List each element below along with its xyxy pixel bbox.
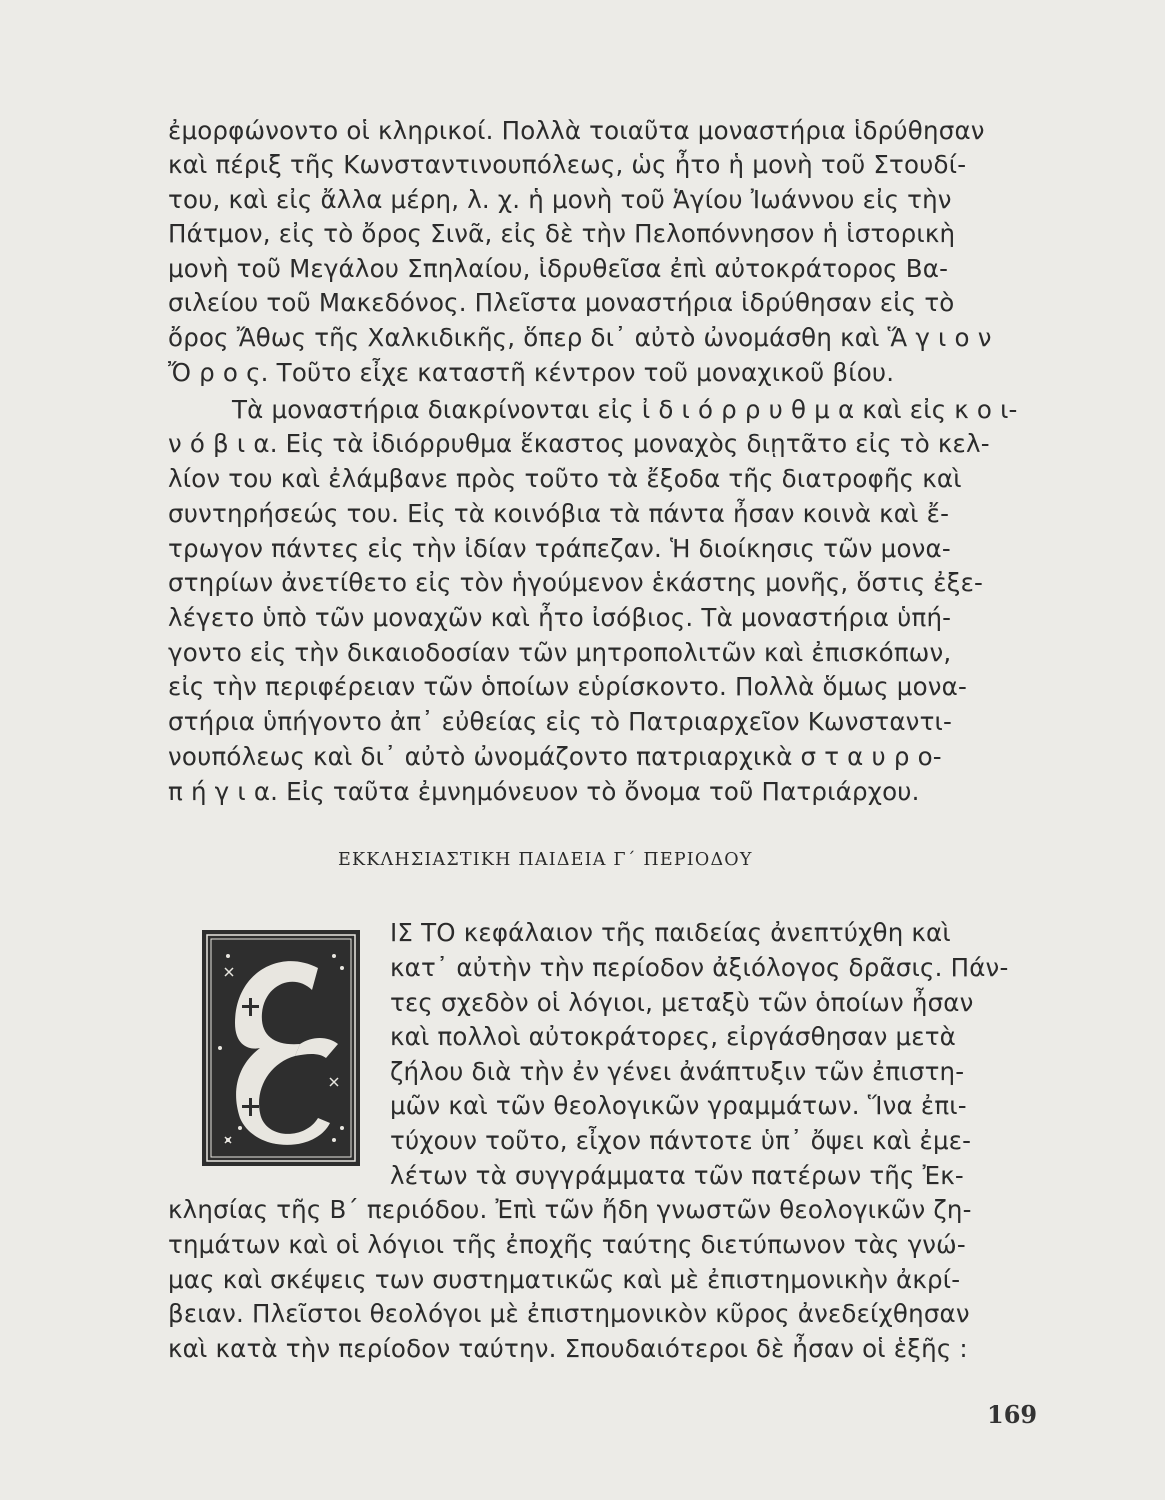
text-line: ν ό β ι α. Εἰς τὰ ἰδιόρρυθμα ἕκαστος μοναχὸς διῃτᾶτο εἰς τὸ κελ- — [168, 429, 990, 458]
text-line: καὶ κατὰ τὴν περίοδον ταύτην. Σπουδαιότεροι δὲ ἦσαν οἱ ἑξῆς : — [168, 1334, 968, 1363]
page-number: 169 — [987, 1400, 1038, 1429]
text-line: λέγετο ὑπὸ τῶν μοναχῶν καὶ ἦτο ἰσόβιος. Τὰ μοναστήρια ὑπή- — [168, 603, 952, 632]
text-line: Πάτμον, εἰς τὸ ὄρος Σινᾶ, εἰς δὲ τὴν Πελοπόννησον ἡ ἱστορικὴ — [168, 219, 956, 248]
text-line: στηρίων ἀνετίθετο εἰς τὸν ἡγούμενον ἑκάστης μονῆς, ὅστις ἐξε- — [168, 568, 984, 597]
text-line: βειαν. Πλεῖστοι θεολόγοι μὲ ἐπιστημονικὸν κῦρος ἀνεδείχθησαν — [168, 1299, 970, 1328]
text-line: μονὴ τοῦ Μεγάλου Σπηλαίου, ἱδρυθεῖσα ἐπὶ αὐτοκράτορος Βα- — [168, 254, 949, 283]
text-line: ἐμορφώνοντο οἱ κληρικοί. Πολλὰ τοιαῦτα μοναστήρια ἱδρύθησαν — [168, 116, 985, 145]
text-line: καὶ πέριξ τῆς Κωνσταντινουπόλεως, ὡς ἦτο ἡ μονὴ τοῦ Στουδί- — [168, 150, 967, 179]
text-line: καὶ πολλοὶ αὐτοκράτορες, εἰργάσθησαν μετὰ — [390, 1022, 957, 1051]
text-line: κατ᾽ αὐτὴν τὴν περίοδον ἀξιόλογος δρᾶσις. Πάν- — [390, 953, 1009, 982]
text-line: ὄρος Ἄθως τῆς Χαλκιδικῆς, ὅπερ δι᾽ αὐτὸ ὠνομάσθη καὶ Ἅ γ ι ο ν — [168, 323, 992, 352]
text-line: νουπόλεως καὶ δι᾽ αὐτὸ ὠνομάζοντο πατριαρχικὰ σ τ α υ ρ ο- — [168, 742, 942, 771]
text-line: μας καὶ σκέψεις των συστηματικῶς καὶ μὲ ἐπιστημονικὴν ἀκρί- — [168, 1265, 961, 1294]
text-line: τες σχεδὸν οἱ λόγιοι, μεταξὺ τῶν ὁποίων ἦσαν — [390, 988, 974, 1017]
text-line: σιλείου τοῦ Μακεδόνος. Πλεῖστα μοναστήρια ἱδρύθησαν εἰς τὸ — [168, 288, 955, 317]
text-line: κλησίας τῆς Β΄ περιόδου. Ἐπὶ τῶν ἤδη γνωστῶν θεολογικῶν ζη- — [168, 1195, 972, 1224]
section-heading: ΕΚΚΛΗΣΙΑΣΤΙΚΗ ΠΑΙΔΕΙΑ Γ΄ ΠΕΡΙΟΔΟΥ — [338, 850, 753, 870]
text-line: λίον του καὶ ἐλάμβανε πρὸς τοῦτο τὰ ἔξοδα τῆς διατροφῆς καὶ — [168, 464, 962, 493]
text-line: τύχουν τοῦτο, εἶχον πάντοτε ὑπ᾽ ὄψει καὶ ἐμε- — [390, 1126, 972, 1155]
text-line: ΙΣ ΤΟ κεφάλαιον τῆς παιδείας ἀνεπτύχθη καὶ — [390, 918, 951, 947]
text-line: τημάτων καὶ οἱ λόγιοι τῆς ἐποχῆς ταύτης διετύπωνον τὰς γνώ- — [168, 1230, 966, 1259]
text-line: συντηρήσεώς του. Εἰς τὰ κοινόβια τὰ πάντα ἦσαν κοινὰ καὶ ἔ- — [168, 499, 950, 528]
text-line: λέτων τὰ συγγράμματα τῶν πατέρων τῆς Ἐκ- — [390, 1161, 964, 1190]
decorative-initial-epsilon — [200, 928, 362, 1168]
text-line: Ὄ ρ ο ς. Τοῦτο εἶχε καταστῆ κέντρον τοῦ μοναχικοῦ βίου. — [168, 358, 895, 387]
text-line: στήρια ὑπήγοντο ἀπ᾽ εὐθείας εἰς τὸ Πατριαρχεῖον Κωνσταντι- — [168, 707, 953, 736]
text-line: γοντο εἰς τὴν δικαιοδοσίαν τῶν μητροπολιτῶν καὶ ἐπισκόπων, — [168, 638, 952, 667]
text-line: εἰς τὴν περιφέρειαν τῶν ὁποίων εὑρίσκοντο. Πολλὰ ὅμως μονα- — [168, 672, 968, 701]
text-line: π ή γ ι α. Εἰς ταῦτα ἐμνημόνευον τὸ ὄνομα τοῦ Πατριάρχου. — [168, 777, 920, 806]
text-line: του, καὶ εἰς ἄλλα μέρη, λ. χ. ἡ μονὴ τοῦ Ἁγίου Ἰωάννου εἰς τὴν — [168, 185, 952, 214]
text-line: Τὰ μοναστήρια διακρίνονται εἰς ἰ δ ι ό ρ ρ υ θ μ α καὶ εἰς κ ο ι- — [232, 395, 1018, 424]
text-line: ζήλου διὰ τὴν ἐν γένει ἀνάπτυξιν τῶν ἐπιστη- — [390, 1057, 965, 1086]
text-line: μῶν καὶ τῶν θεολογικῶν γραμμάτων. Ἵνα ἐπι- — [390, 1091, 967, 1120]
text-line: τρωγον πάντες εἰς τὴν ἰδίαν τράπεζαν. Ἡ διοίκησις τῶν μονα- — [168, 534, 951, 563]
